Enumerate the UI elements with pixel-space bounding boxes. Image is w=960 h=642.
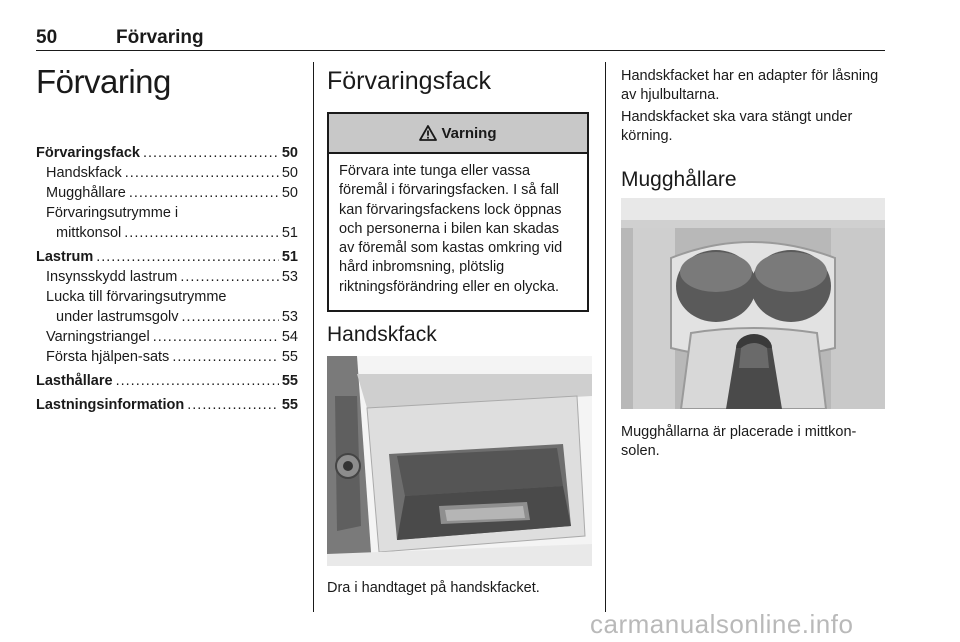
toc-entry-lastrum[interactable]: Lastrum ..... 51 xyxy=(36,247,298,267)
cupholder-title: Mugghållare xyxy=(621,168,737,191)
cupholder-photo xyxy=(621,198,885,409)
cupholder-illustration xyxy=(621,198,885,409)
section-title: Förvaringsfack xyxy=(327,67,491,95)
warning-box xyxy=(327,112,589,312)
chapter-title: Förvaring xyxy=(36,63,171,100)
table-of-contents xyxy=(36,143,298,415)
toc-entry-insynsskydd[interactable]: Insynsskydd lastrum ..... 53 xyxy=(36,267,298,287)
toc-entry-forsta-hjalpen[interactable]: Första hjälpen-sats ..... 55 xyxy=(36,347,298,367)
toc-entry-lasthallare[interactable]: Lasthållare ..... 55 xyxy=(36,371,298,391)
glovebox-photo xyxy=(327,356,592,566)
toc-entry-mittkonsol[interactable]: mittkonsol ..... 51 xyxy=(36,223,298,243)
cupholder-caption: Mugghållarna är placerade i mittkon-solen. xyxy=(621,424,857,459)
warning-text: Förvara inte tunga eller vassa föremål i förvaringsfacken. I så fall kan förvaringsfackens lock öppnas och personerna i bilen kan skadas av föremål som kastas omkring vid hård inbromsning, plötslig riktningsförändring eller en olycka. xyxy=(339,163,563,295)
toc-entry-lucka-line1[interactable]: Lucka till förvaringsutrymme xyxy=(46,289,227,305)
toc-entry-lastningsinformation[interactable]: Lastningsinformation ..... 55 xyxy=(36,395,298,415)
paragraph-closed: Handskfacket ska vara stängt under körning. xyxy=(621,109,853,144)
header-rule xyxy=(36,50,885,51)
toc-entry-handskfack[interactable]: Handskfack ..... 50 xyxy=(36,163,298,183)
paragraph-adapter: Handskfacket har en adapter för låsning av hjulbultarna. xyxy=(621,68,879,103)
glovebox-title: Handskfack xyxy=(327,323,437,346)
warning-triangle-icon xyxy=(419,125,437,141)
column-divider-1 xyxy=(313,62,314,612)
toc-entry-lucka[interactable]: under lastrumsgolv ..... 53 xyxy=(36,307,298,327)
chapter-header: Förvaring xyxy=(116,27,204,48)
glovebox-illustration xyxy=(327,356,592,566)
glovebox-caption: Dra i handtaget på handskfacket. xyxy=(327,580,540,596)
toc-entry-varningstriangel[interactable]: Varningstriangel ..... 54 xyxy=(36,327,298,347)
watermark: carmanualsonline.info xyxy=(590,609,854,639)
page-number: 50 xyxy=(36,27,58,48)
toc-entry-mugghallare[interactable]: Mugghållare ..... 50 xyxy=(36,183,298,203)
toc-entry-forvaringsfack[interactable]: Förvaringsfack ..... 50 xyxy=(36,143,298,163)
warning-heading: Varning xyxy=(441,124,497,142)
warning-header xyxy=(329,114,587,154)
column-divider-2 xyxy=(605,62,606,612)
toc-entry-mittkonsol-line1[interactable]: Förvaringsutrymme i xyxy=(46,205,179,221)
